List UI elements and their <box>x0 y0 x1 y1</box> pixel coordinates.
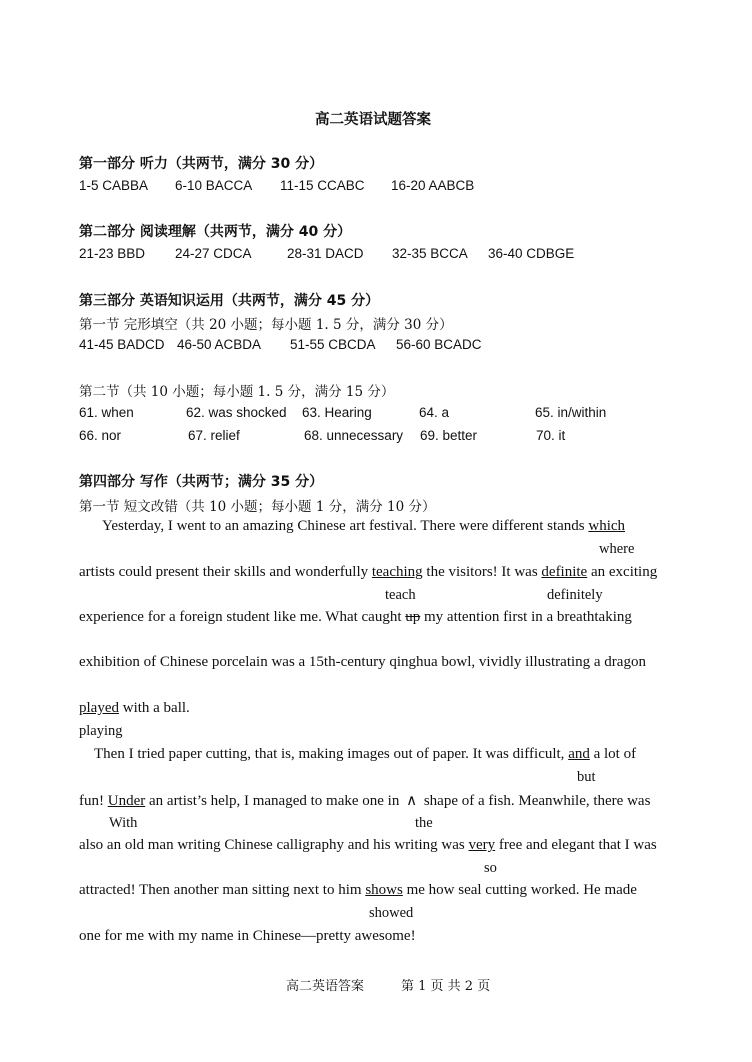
passage-line: artists could present their skills and wonderfully teaching the visitors! It was definite an exciting <box>79 564 658 580</box>
correction: showed <box>369 905 414 921</box>
answer-item: 21-23 BBD <box>79 246 146 261</box>
answer-item: 41-45 BADCD <box>79 337 165 352</box>
correction: playing <box>79 723 123 739</box>
answer-item: 28-31 DACD <box>287 246 364 261</box>
answer-item: 68. unnecessary <box>304 428 404 443</box>
answer-item: 24-27 CDCA <box>175 246 252 261</box>
answer-item: 32-35 BCCA <box>392 246 468 261</box>
error-word: definite <box>541 564 588 580</box>
error-word: shows <box>365 882 403 898</box>
answer-item: 66. nor <box>79 428 122 443</box>
error-word: Under <box>107 793 146 809</box>
answer-item: 1-5 CABBA <box>79 178 149 193</box>
part2-heading: 第二部分 阅读理解（共两节，满分 40 分） <box>79 224 352 240</box>
error-word: which <box>588 518 626 534</box>
part4-section1-heading: 第一节 短文改错（共 10 小题；每小题 1 分，满分 10 分） <box>79 499 436 515</box>
passage-line: also an old man writing Chinese calligraphy and his writing was very free and elegant that I was <box>79 837 657 853</box>
error-word: and <box>568 746 590 762</box>
correction: With <box>109 815 138 831</box>
answer-item: 67. relief <box>188 428 240 443</box>
answer-item: 51-55 CBCDA <box>290 337 376 352</box>
passage-line: exhibition of Chinese porcelain was a 15th-century qinghua bowl, vividly illustrating a dragon <box>79 654 646 670</box>
answer-item: 16-20 AABCB <box>391 178 475 193</box>
passage-line: one for me with my name in Chinese—pretty awesome! <box>79 928 416 944</box>
footer-page-number: 第 1 页 共 2 页 <box>401 979 491 994</box>
correction: the <box>415 815 433 831</box>
passage-line: Then I tried paper cutting, that is, making images out of paper. It was difficult, and a lot of <box>94 746 637 762</box>
correction: so <box>484 860 497 876</box>
passage-line: fun! Under an artist’s help, I managed to make one in ∧ shape of a fish. Meanwhile, there was <box>79 793 651 809</box>
error-word: played <box>79 700 119 716</box>
correction: teach <box>385 587 416 603</box>
part3-section2-heading: 第二节（共 10 小题；每小题 1. 5 分，满分 15 分） <box>79 384 395 400</box>
answer-item: 46-50 ACBDA <box>177 337 262 352</box>
part1-heading: 第一部分 听力（共两节，满分 30 分） <box>79 156 324 172</box>
page-title: 高二英语试题答案 <box>315 112 431 128</box>
passage-line: experience for a foreign student like me. What caught up my attention first in a breathtaking <box>79 609 632 625</box>
answer-item: 11-15 CCABC <box>280 178 365 193</box>
insert-mark: ∧ <box>406 793 418 809</box>
answer-item: 64. a <box>419 405 450 420</box>
error-word: very <box>468 837 496 853</box>
footer-left: 高二英语答案 <box>286 979 365 994</box>
correction: where <box>599 541 635 557</box>
passage-line: attracted! Then another man sitting next to him shows me how seal cutting worked. He made <box>79 882 637 898</box>
answer-item: 62. was shocked <box>186 405 287 420</box>
deleted-word: up <box>405 609 421 625</box>
part3-section1-heading: 第一节 完形填空（共 20 小题；每小题 1. 5 分，满分 30 分） <box>79 317 453 333</box>
passage-line: Yesterday, I went to an amazing Chinese art festival. There were different stands which <box>102 518 626 534</box>
correction: definitely <box>547 587 603 603</box>
error-word: teaching <box>371 564 423 580</box>
answer-item: 65. in/within <box>535 405 607 420</box>
answer-item: 36-40 CDBGE <box>488 246 575 261</box>
part4-heading: 第四部分 写作（共两节；满分 35 分） <box>79 474 324 490</box>
answer-item: 70. it <box>536 428 566 443</box>
answer-item: 56-60 BCADC <box>396 337 482 352</box>
answer-item: 63. Hearing <box>302 405 372 420</box>
passage-line: played with a ball. <box>79 700 190 716</box>
answer-item: 61. when <box>79 405 134 420</box>
part3-heading: 第三部分 英语知识运用（共两节，满分 45 分） <box>79 293 380 309</box>
correction: but <box>577 769 596 785</box>
answer-item: 69. better <box>420 428 478 443</box>
answer-item: 6-10 BACCA <box>175 178 253 193</box>
